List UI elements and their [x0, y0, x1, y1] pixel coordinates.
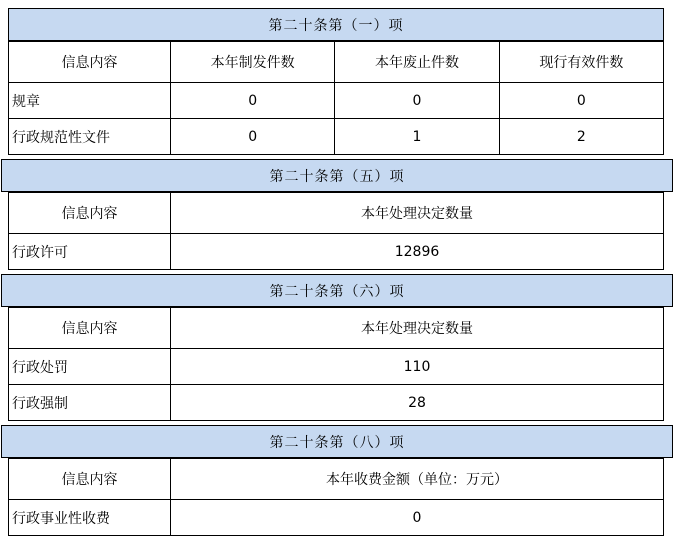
- table-row: [9, 119, 664, 155]
- cell-value: 0: [171, 119, 335, 155]
- cell-value: 0: [499, 83, 663, 119]
- column-header: 本年废止件数: [335, 42, 499, 83]
- row-label: 行政许可: [9, 234, 171, 270]
- row-label: 行政事业性收费: [9, 500, 171, 536]
- column-header-row: [9, 459, 664, 500]
- cell-value: 2: [499, 119, 663, 155]
- table-row: [9, 349, 664, 385]
- cell-value: 0: [335, 83, 499, 119]
- row-label: 行政规范性文件: [9, 119, 171, 155]
- column-header-row: [9, 308, 664, 349]
- column-header: 信息内容: [9, 459, 171, 500]
- section-table-item6: [8, 307, 664, 421]
- row-label: 行政强制: [9, 385, 171, 421]
- section-title: 第二十条第（一）项: [268, 17, 404, 34]
- section-table-item5: [8, 192, 664, 270]
- column-header-row: [9, 42, 664, 83]
- cell-value: 0: [171, 500, 664, 536]
- section-header-item6: [1, 274, 673, 307]
- table-row: [9, 234, 664, 270]
- column-header: 本年制发件数: [171, 42, 335, 83]
- column-header: 本年收费金额（单位：万元）: [171, 459, 664, 500]
- column-header: 信息内容: [9, 308, 171, 349]
- section-header-item1: [8, 8, 664, 41]
- row-label: 规章: [9, 83, 171, 119]
- cell-value: 12896: [171, 234, 664, 270]
- column-header: 现行有效件数: [499, 42, 663, 83]
- column-header: 信息内容: [9, 42, 171, 83]
- cell-value: 1: [335, 119, 499, 155]
- section-title: 第二十条第（八）项: [269, 434, 405, 451]
- section-header-item5: [1, 159, 673, 192]
- table-row: [9, 385, 664, 421]
- cell-value: 28: [171, 385, 664, 421]
- section-table-item8: [8, 458, 664, 536]
- section-table-item1: [8, 41, 664, 155]
- cell-value: 0: [171, 83, 335, 119]
- row-label: 行政处罚: [9, 349, 171, 385]
- section-title: 第二十条第（六）项: [269, 283, 405, 300]
- column-header: 本年处理决定数量: [171, 193, 664, 234]
- column-header: 本年处理决定数量: [171, 308, 664, 349]
- table-row: [9, 500, 664, 536]
- column-header-row: [9, 193, 664, 234]
- section-title: 第二十条第（五）项: [269, 168, 405, 185]
- table-row: [9, 83, 664, 119]
- cell-value: 110: [171, 349, 664, 385]
- column-header: 信息内容: [9, 193, 171, 234]
- section-header-item8: [1, 425, 673, 458]
